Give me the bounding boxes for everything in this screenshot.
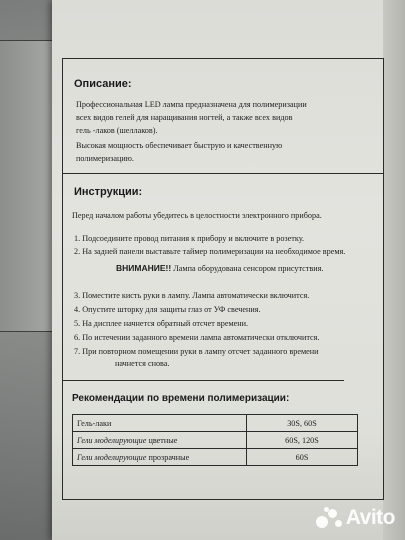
instruction-step: начнется снова.	[115, 359, 170, 368]
cell-text-italic: Гели моделирующие	[77, 452, 147, 462]
divider	[62, 173, 384, 174]
description-line: Профессиональная LED лампа предназначена для полимеризации	[76, 100, 307, 109]
divider	[62, 380, 344, 381]
instruction-step: 5. На дисплее начнется обратный отсчет времени.	[74, 319, 249, 328]
cell-text-italic: Гели моделирующие	[77, 435, 147, 445]
warning-text: Лампа оборудована сенсором присутствия.	[173, 264, 324, 273]
cell-text: 60S	[295, 452, 309, 462]
recommendations-title: Рекомендации по времени полимеризации:	[72, 393, 290, 404]
cell-text: 30S, 60S	[287, 418, 317, 428]
description-heading: Описание:	[74, 78, 132, 90]
instructions-intro: Перед началом работы убедитесь в целостности электронного прибора.	[72, 211, 322, 220]
instruction-step: 1. Подсоедините провод питания к прибору и включите в розетку.	[74, 234, 305, 243]
description-line: всех видов гелей для наращивания ногтей, а также всех видов	[76, 113, 293, 122]
table-row	[73, 432, 358, 449]
watermark-text: Avito	[345, 506, 395, 529]
table-cell	[73, 449, 247, 466]
cell-text: Гель-лаки	[77, 418, 112, 428]
instruction-step: 7. При повторном помещении руки в лампу отсчет заданного времени	[74, 347, 319, 356]
paper-edge	[383, 0, 405, 540]
cell-text: 60S, 120S	[285, 435, 319, 445]
table-cell	[73, 432, 247, 449]
instruction-step: 2. На задней панели выставьте таймер полимеризации на необходимое время.	[74, 247, 346, 256]
warning-label: ВНИМАНИЕ!!	[116, 263, 172, 273]
description-line: Высокая мощность обеспечивает быструю и качественную	[76, 141, 283, 150]
table-cell	[247, 449, 358, 466]
table-cell	[247, 432, 358, 449]
table-row	[73, 449, 358, 466]
table-cell	[247, 415, 358, 432]
cell-text: прозрачные	[148, 452, 190, 462]
instruction-step: 4. Опустите шторку для защиты глаз от УФ свечения.	[74, 305, 261, 314]
instruction-step: 6. По истечении заданного времени лампа автоматически отключится.	[74, 333, 320, 342]
left-paper-sheet	[0, 40, 57, 332]
description-line: полимеризацию.	[76, 154, 134, 163]
instructions-heading: Инструкции:	[74, 186, 143, 198]
table-row	[73, 415, 358, 432]
avito-logo-icon	[316, 507, 342, 529]
instruction-step: 3. Поместите кисть руки в лампу. Лампа автоматически включится.	[74, 291, 310, 300]
cell-text: цветные	[148, 435, 178, 445]
recommendations-table	[72, 414, 358, 466]
table-cell	[73, 415, 247, 432]
description-line: гель -лаков (шеллаков).	[76, 126, 158, 135]
avito-watermark	[316, 506, 395, 530]
warning-line	[116, 263, 323, 273]
